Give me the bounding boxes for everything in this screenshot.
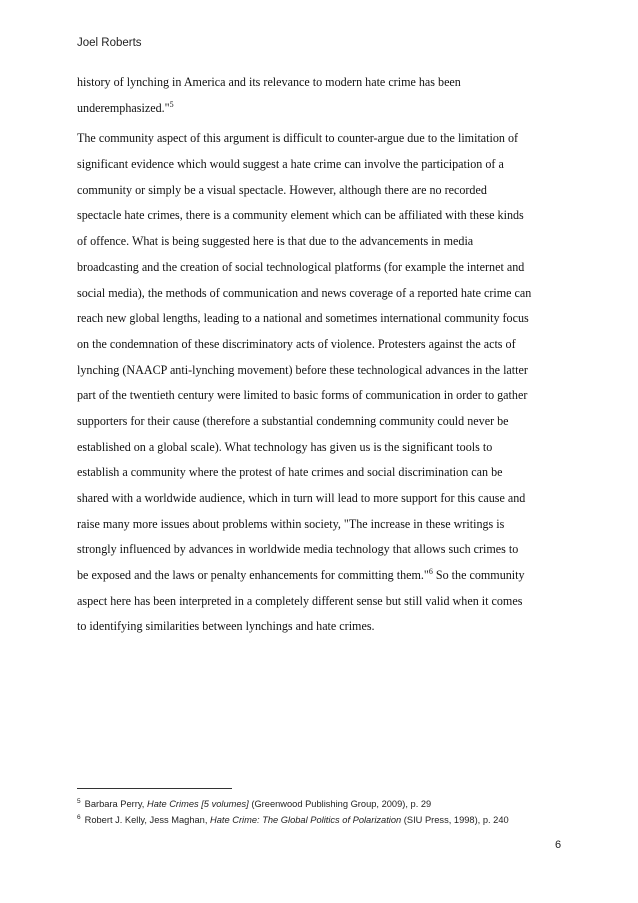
text-span: underemphasized." xyxy=(77,100,170,115)
text-line xyxy=(77,100,567,126)
text-line: community or simply be a visual spectacle. However, although there are no recorded xyxy=(77,182,487,197)
footnote-5 xyxy=(77,797,509,813)
footnote-number: 5 xyxy=(77,798,81,805)
text-line: shared with a worldwide audience, which in turn will lead to more support for this cause and xyxy=(77,491,526,505)
text-line xyxy=(77,567,567,593)
footnote-text: (Greenwood Publishing Group, 2009), p. 29 xyxy=(248,799,432,809)
footnotes xyxy=(77,797,509,829)
footnote-text: Barbara Perry, xyxy=(84,799,147,809)
text-line: The community aspect of this argument is difficult to counter-argue due to the limitation of xyxy=(77,131,519,146)
text-line: strongly influenced by advances in worldwide media technology that allows such crimes to xyxy=(77,542,519,557)
text-line: established on a global scale). What technology has given us is the significant tools to xyxy=(77,439,493,454)
footnote-text: (SIU Press, 1998), p. 240 xyxy=(401,815,509,825)
footnote-6 xyxy=(77,813,509,829)
text-line: to identifying similarities between lynchings and hate crimes. xyxy=(77,619,375,634)
text-line: reach new global lengths, leading to a national and sometimes international community focus xyxy=(77,311,529,326)
footnote-title: Hate Crime: The Global Politics of Polarization xyxy=(210,815,402,825)
footnote-separator xyxy=(77,788,232,789)
text-span: So the community xyxy=(432,568,525,583)
paragraph-1 xyxy=(77,74,567,125)
text-line: of offence. What is being suggested here is that due to the advancements in media xyxy=(77,234,474,249)
text-line: history of lynching in America and its relevance to modern hate crime has been xyxy=(77,75,461,89)
footnote-ref-5: 5 xyxy=(169,99,174,109)
running-header-author: Joel Roberts xyxy=(77,37,142,49)
footnote-text: Robert J. Kelly, Jess Maghan, xyxy=(84,815,211,825)
text-line: supporters for their cause (therefore a substantial condemning community could never be xyxy=(77,413,509,428)
text-line: on the condemnation of these discriminatory acts of violence. Protesters against the acts of xyxy=(77,336,516,351)
text-line: raise many more issues about problems within society, "The increase in these writings is xyxy=(77,516,505,531)
footnote-title: Hate Crimes [5 volumes] xyxy=(146,799,249,809)
text-line: part of the twentieth century were limited to basic forms of communication in order to gather xyxy=(77,388,528,403)
body-text xyxy=(77,74,567,644)
page-number: 6 xyxy=(555,839,562,851)
text-line: social media), the methods of communication and news coverage of a reported hate crime can xyxy=(77,285,532,300)
text-line: spectacle hate crimes, there is a community element which can be affiliated with these kinds xyxy=(77,208,524,223)
paragraph-2 xyxy=(77,130,567,644)
text-line: significant evidence which would suggest a hate crime can involve the participation of a xyxy=(77,157,504,172)
text-line: lynching (NAACP anti-lynching movement) before these technological advances in the latter xyxy=(77,362,528,377)
text-line: aspect here has been interpreted in a completely different sense but still valid when it comes xyxy=(77,593,523,608)
footnote-number: 6 xyxy=(77,814,81,821)
text-line: establish a community where the protest of hate crimes and social discrimination can be xyxy=(77,465,503,480)
text-line: broadcasting and the creation of social technological platforms (for example the internet and xyxy=(77,259,525,274)
text-span: be exposed and the laws or penalty enhancements for committing them." xyxy=(77,568,429,583)
footnote-ref-6: 6 xyxy=(428,567,433,577)
